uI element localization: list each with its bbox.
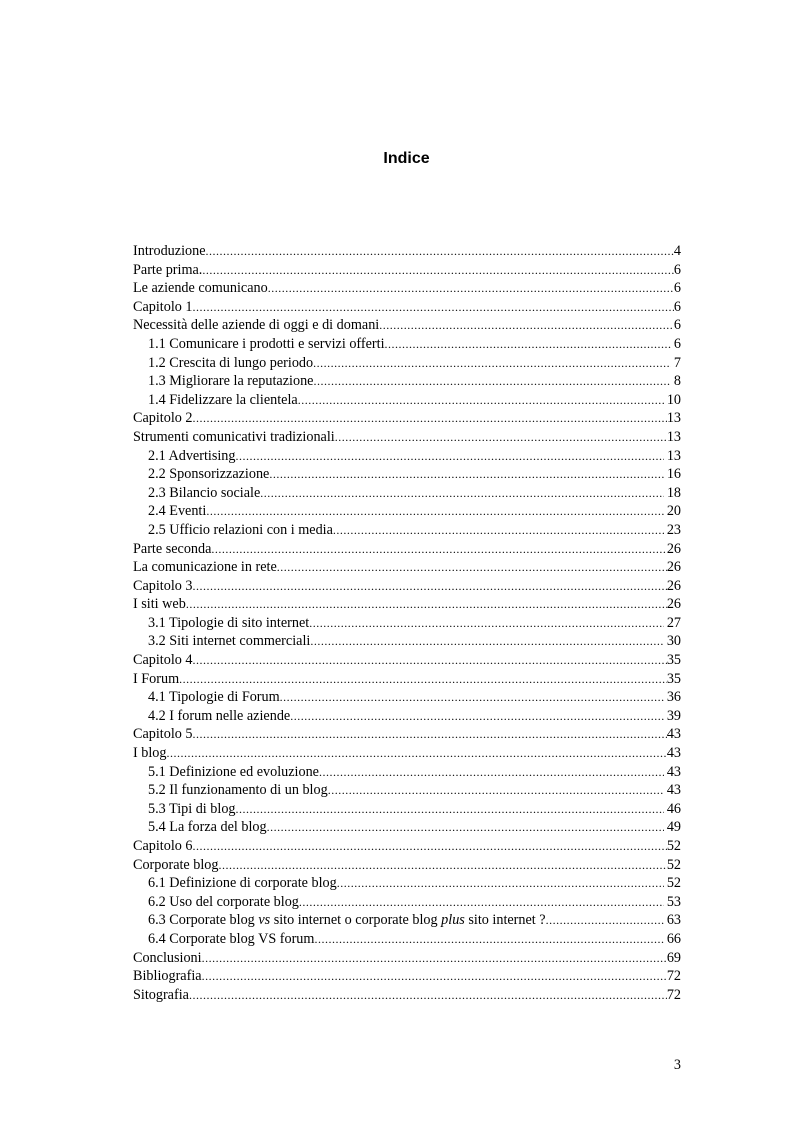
toc-entry[interactable] [133, 372, 681, 391]
toc-entry-label-italic: plus [441, 912, 465, 929]
toc-entry-page: 7 [673, 354, 681, 371]
toc-entry-page: 26 [666, 540, 681, 557]
toc-dot-leader [314, 930, 663, 949]
toc-entry[interactable] [133, 632, 681, 651]
toc-entry-label: 6.1 Definizione di corporate blog [148, 875, 337, 892]
toc-dot-leader [189, 986, 667, 1005]
toc-entry-page: 49 [666, 819, 681, 836]
toc-entry-label: 2.1 Advertising [148, 447, 236, 464]
toc-entry-page: 16 [666, 466, 681, 483]
toc-entry-page: 6 [673, 335, 681, 352]
toc-entry[interactable] [133, 725, 681, 744]
toc-entry-page: 69 [666, 949, 681, 966]
toc-entry[interactable] [133, 577, 681, 596]
toc-entry[interactable] [133, 447, 681, 466]
toc-entry-page: 52 [666, 838, 681, 854]
toc-entry-label: 4.1 Tipologie di Forum [148, 689, 280, 706]
toc-entry-page: 43 [666, 763, 681, 780]
toc-entry[interactable] [133, 800, 681, 819]
toc-entry[interactable] [133, 540, 681, 559]
toc-dot-leader [167, 744, 667, 763]
toc-entry[interactable] [133, 911, 681, 930]
toc-entry-page: 27 [666, 614, 681, 631]
toc-entry-page: 52 [666, 856, 681, 873]
toc-entry[interactable] [133, 242, 681, 261]
toc-dot-leader [319, 763, 664, 782]
toc-entry[interactable] [133, 558, 681, 577]
toc-entry-label: 6.2 Uso del corporate blog [148, 893, 299, 910]
toc-dot-leader [193, 837, 667, 856]
toc-dot-leader [313, 354, 671, 373]
toc-entry-label: I siti web [133, 596, 186, 613]
toc-entry-label: Capitolo 6 [133, 838, 193, 854]
toc-entry-label-part: sito internet o corporate blog [270, 912, 442, 929]
toc-dot-leader [546, 911, 664, 930]
toc-entry-label: La comunicazione in rete [133, 559, 277, 576]
toc-entry-page: 43 [666, 782, 681, 799]
toc-entry[interactable] [133, 837, 681, 856]
toc-dot-leader [280, 688, 664, 707]
toc-entry-label: Capitolo 1 [133, 298, 193, 315]
toc-dot-leader [267, 818, 664, 837]
toc-dot-leader [236, 447, 664, 466]
toc-dot-leader [206, 242, 674, 261]
toc-dot-leader [202, 949, 667, 968]
toc-entry-label: Introduzione [133, 243, 206, 259]
toc-entry-label: 5.3 Tipi di blog [148, 800, 236, 817]
toc-entry-label: 2.4 Eventi [148, 503, 207, 520]
toc-dot-leader [193, 651, 667, 670]
toc-entry-label: Sitografia [133, 986, 189, 1003]
toc-entry[interactable] [133, 967, 681, 986]
toc-dot-leader [335, 428, 667, 447]
toc-entry-page: 30 [666, 633, 681, 650]
toc-dot-leader [179, 670, 667, 689]
toc-entry-label: Parte prima. [133, 261, 203, 278]
toc-dot-leader [337, 874, 664, 893]
toc-dot-leader [310, 632, 663, 651]
toc-entry-page: 13 [666, 428, 681, 445]
toc-dot-leader [385, 335, 671, 354]
toc-entry-label: Capitolo 4 [133, 652, 193, 669]
toc-entry-page: 52 [666, 875, 681, 892]
toc-entry[interactable] [133, 502, 681, 521]
toc-entry-label: 3.2 Siti internet commerciali [148, 633, 311, 650]
toc-entry-label: 1.2 Crescita di lungo periodo [148, 354, 314, 371]
toc-entry-label: 3.1 Tipologie di sito internet [148, 614, 310, 631]
toc-entry-label [148, 911, 546, 930]
toc-entry-page: 4 [673, 243, 681, 259]
toc-entry[interactable] [133, 744, 681, 763]
toc-entry-label: I blog [133, 745, 167, 762]
toc-dot-leader [328, 781, 664, 800]
toc-entry[interactable] [133, 335, 681, 354]
toc-entry[interactable] [133, 688, 681, 707]
toc-dot-leader [277, 558, 667, 577]
toc-entry-page: 6 [673, 298, 681, 315]
toc-dot-leader [193, 725, 667, 744]
toc-entry-label: Capitolo 2 [133, 410, 193, 427]
toc-entry-page: 10 [666, 391, 681, 408]
toc-dot-leader [313, 372, 670, 391]
page-number: 3 [673, 1057, 681, 1073]
toc-dot-leader [236, 800, 664, 819]
toc-entry-label: Conclusioni [133, 949, 202, 966]
table-of-contents [133, 242, 681, 1004]
toc-dot-leader [298, 391, 664, 410]
toc-dot-leader [202, 967, 667, 986]
toc-entry-label: 2.5 Ufficio relazioni con i media [148, 521, 333, 538]
toc-entry[interactable] [133, 930, 681, 949]
toc-entry[interactable] [133, 316, 681, 335]
toc-entry-label-part: sito internet ? [464, 912, 546, 929]
toc-entry-page: 43 [666, 726, 681, 743]
toc-entry-label: 4.2 I forum nelle aziende [148, 707, 291, 724]
toc-entry-label: 6.4 Corporate blog VS forum [148, 930, 315, 947]
toc-entry-page: 39 [666, 707, 681, 724]
toc-dot-leader [309, 614, 664, 633]
toc-entry[interactable] [133, 651, 681, 670]
page-title: Indice [383, 150, 430, 167]
toc-entry-label: Corporate blog [133, 856, 219, 873]
toc-entry[interactable] [133, 763, 681, 782]
toc-entry[interactable] [133, 986, 681, 1005]
toc-entry-label-part: 6.3 Corporate blog [148, 912, 259, 929]
toc-dot-leader [299, 893, 664, 912]
toc-entry-label: 5.2 Il funzionamento di un blog [148, 782, 328, 799]
toc-entry[interactable] [133, 949, 681, 968]
toc-entry[interactable] [133, 856, 681, 875]
toc-dot-leader [193, 409, 667, 428]
toc-entry[interactable] [133, 279, 681, 298]
toc-entry[interactable] [133, 595, 681, 614]
toc-entry-label: 2.2 Sponsorizzazione [148, 466, 270, 483]
toc-entry-page: 13 [666, 447, 681, 464]
toc-entry-page: 6 [673, 317, 681, 334]
toc-entry-label: 5.4 La forza del blog [148, 819, 267, 836]
toc-entry[interactable] [133, 874, 681, 893]
toc-dot-leader [186, 595, 667, 614]
toc-dot-leader [290, 707, 664, 726]
toc-entry-label: Capitolo 3 [133, 577, 193, 594]
toc-entry-label: 1.1 Comunicare i prodotti e servizi offerti [148, 335, 385, 352]
toc-entry[interactable] [133, 484, 681, 503]
toc-dot-leader [379, 316, 674, 335]
toc-entry-page: 46 [666, 800, 681, 817]
toc-entry-label: Bibliografia [133, 968, 202, 985]
toc-entry-page: 20 [666, 503, 681, 520]
toc-entry[interactable] [133, 409, 681, 428]
toc-entry-page: 26 [666, 559, 681, 576]
toc-entry[interactable] [133, 521, 681, 540]
toc-dot-leader [193, 298, 674, 317]
toc-entry[interactable] [133, 465, 681, 484]
toc-entry-page: 13 [666, 410, 681, 427]
toc-entry-page: 6 [673, 261, 681, 278]
toc-entry[interactable] [133, 818, 681, 837]
toc-entry[interactable] [133, 261, 681, 280]
toc-entry-label: 1.3 Migliorare la reputazione [148, 373, 314, 390]
toc-dot-leader [211, 540, 666, 559]
toc-dot-leader [260, 484, 664, 503]
toc-entry-page: 35 [666, 652, 681, 669]
toc-entry[interactable] [133, 614, 681, 633]
toc-entry[interactable] [133, 707, 681, 726]
toc-entry-page: 43 [666, 745, 681, 762]
toc-entry-label: Le aziende comunicano [133, 280, 268, 297]
toc-entry-label: 2.3 Bilancio sociale [148, 484, 261, 501]
toc-entry-page: 72 [666, 968, 681, 985]
toc-dot-leader [202, 261, 674, 280]
toc-entry-label: 1.4 Fidelizzare la clientela [148, 391, 298, 408]
toc-entry[interactable] [133, 428, 681, 447]
toc-entry-page: 63 [666, 912, 681, 929]
toc-entry-page: 53 [666, 893, 681, 910]
toc-entry[interactable] [133, 391, 681, 410]
toc-dot-leader [206, 502, 663, 521]
toc-dot-leader [193, 577, 667, 596]
toc-entry[interactable] [133, 781, 681, 800]
toc-entry-label-italic: vs [258, 912, 271, 929]
toc-entry-page: 18 [666, 484, 681, 501]
toc-entry-label: 5.1 Definizione ed evoluzione [148, 763, 319, 780]
toc-entry-page: 8 [673, 373, 681, 390]
toc-entry-label: Necessità delle aziende di oggi e di domani [133, 317, 380, 334]
toc-entry-page: 66 [666, 930, 681, 947]
toc-entry-label: I Forum [133, 670, 180, 687]
toc-dot-leader [219, 856, 667, 875]
toc-dot-leader [269, 465, 663, 484]
toc-entry-page: 6 [673, 280, 681, 297]
toc-entry-label: Capitolo 5 [133, 726, 193, 743]
toc-dot-leader [268, 279, 674, 298]
toc-entry-page: 26 [666, 596, 681, 613]
toc-entry-page: 26 [666, 577, 681, 594]
toc-entry[interactable] [133, 298, 681, 317]
toc-entry[interactable] [133, 354, 681, 373]
toc-entry-page: 35 [666, 670, 681, 687]
toc-entry-label: Strumenti comunicativi tradizionali [133, 428, 335, 445]
toc-entry-page: 72 [666, 986, 681, 1003]
toc-entry[interactable] [133, 893, 681, 912]
toc-entry-label: Parte seconda [133, 540, 212, 557]
toc-entry-page: 36 [666, 689, 681, 706]
toc-entry[interactable] [133, 670, 681, 689]
toc-entry-page: 23 [666, 521, 681, 538]
toc-dot-leader [333, 521, 664, 540]
